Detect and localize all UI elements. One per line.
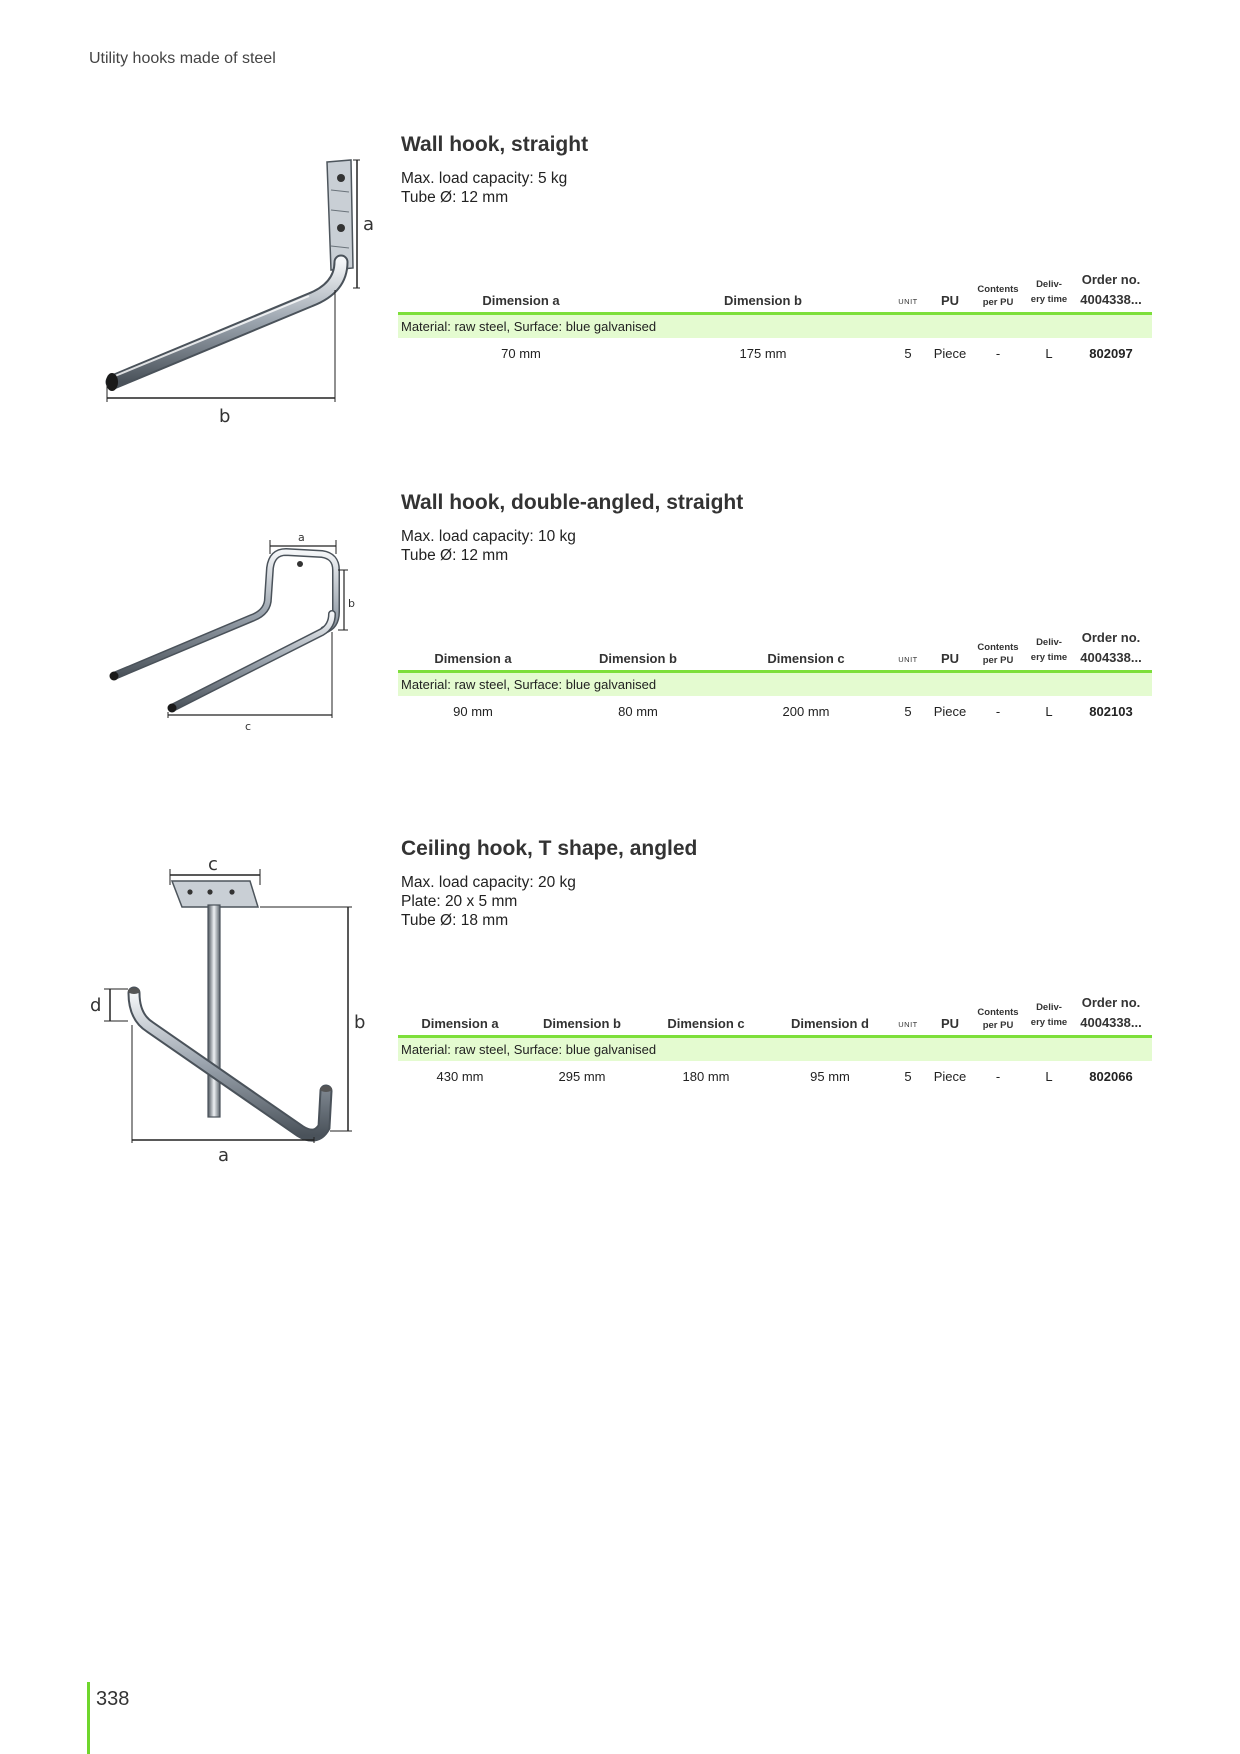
dimension-label-b: b — [348, 597, 355, 610]
product-specs — [401, 873, 576, 930]
cell-unit: 5 — [904, 346, 912, 361]
dimension-label-b: b — [219, 406, 231, 427]
cell-order-no: 802097 — [1089, 346, 1133, 361]
spec-tube-diameter: Tube Ø: 12 mm — [401, 547, 509, 564]
header-pu: PU — [940, 651, 960, 666]
spec-tube-diameter: Tube Ø: 18 mm — [401, 912, 509, 929]
header-pu: PU — [940, 1016, 960, 1031]
header-order-no: Order no. 4004338... — [1080, 272, 1142, 307]
cell-unit: 5 — [904, 1069, 912, 1084]
header-pu: PU — [940, 293, 960, 308]
header-dimension-a: Dimension a — [421, 1016, 499, 1031]
dimension-label-a: a — [298, 531, 305, 544]
cell-dimension-b: 295 mm — [558, 1069, 606, 1084]
cell-dimension-c: 200 mm — [782, 704, 830, 719]
table-header — [398, 608, 1152, 673]
header-dimension-b: Dimension b — [598, 651, 677, 666]
header-unit: UNIT — [898, 1020, 918, 1029]
cell-pu: Piece — [933, 1069, 967, 1084]
product-image-ceiling-hook-t-shape — [90, 845, 380, 1165]
header-unit: UNIT — [898, 655, 918, 664]
header-unit: UNIT — [898, 297, 918, 306]
product-table-ceiling-hook-t-shape — [398, 973, 1152, 1091]
cell-dimension-c: 180 mm — [682, 1069, 730, 1084]
header-dimension-d: Dimension d — [790, 1016, 869, 1031]
cell-unit: 5 — [904, 704, 912, 719]
cell-pu: Piece — [933, 704, 967, 719]
header-delivery-time: Deliv- ery time — [1030, 279, 1068, 305]
header-dimension-b: Dimension b — [542, 1016, 621, 1031]
table-header — [398, 973, 1152, 1038]
material-row: Material: raw steel, Surface: blue galvanised — [398, 315, 1152, 338]
product-image-wall-hook-double-angled — [100, 528, 360, 733]
running-head: Utility hooks made of steel — [89, 50, 276, 67]
cell-dimension-b: 175 mm — [739, 346, 787, 361]
cell-contents: - — [995, 346, 1001, 361]
header-order-no: Order no. 4004338... — [1080, 630, 1142, 665]
product-title-ceiling-hook-t-shape: Ceiling hook, T shape, angled — [401, 837, 698, 860]
header-dimension-a: Dimension a — [482, 293, 560, 308]
table-row — [398, 696, 1152, 726]
table-row — [398, 1061, 1152, 1091]
dimension-label-a: a — [218, 1145, 230, 1165]
dimension-label-c: c — [208, 854, 218, 875]
spec-plate: Plate: 20 x 5 mm — [401, 893, 518, 910]
header-dimension-b: Dimension b — [723, 293, 802, 308]
cell-dimension-a: 70 mm — [501, 346, 541, 361]
cell-pu: Piece — [933, 346, 967, 361]
product-table-wall-hook-straight — [398, 250, 1152, 368]
dimension-label-d: d — [90, 995, 102, 1016]
table-header — [398, 250, 1152, 315]
material-row: Material: raw steel, Surface: blue galvanised — [398, 673, 1152, 696]
spec-load-capacity: Max. load capacity: 10 kg — [401, 528, 576, 545]
page-accent-bar — [87, 1682, 90, 1754]
dimension-label-c: c — [245, 720, 252, 733]
cell-dimension-d: 95 mm — [810, 1069, 850, 1084]
cell-delivery: L — [1045, 346, 1053, 361]
header-contents-per-pu: Contents per PU — [977, 284, 1019, 308]
product-table-wall-hook-double-angled — [398, 608, 1152, 726]
product-title-wall-hook-straight: Wall hook, straight — [401, 133, 589, 156]
cell-contents: - — [995, 704, 1001, 719]
cell-order-no: 802103 — [1089, 704, 1133, 719]
header-dimension-c: Dimension c — [667, 1016, 745, 1031]
page-number: 338 — [96, 1688, 130, 1710]
cell-dimension-a: 430 mm — [436, 1069, 484, 1084]
header-delivery-time: Deliv- ery time — [1030, 1002, 1068, 1028]
product-image-wall-hook-straight — [95, 150, 395, 430]
spec-load-capacity: Max. load capacity: 5 kg — [401, 170, 568, 187]
product-specs — [401, 527, 576, 565]
header-dimension-c: Dimension c — [767, 651, 845, 666]
material-row: Material: raw steel, Surface: blue galvanised — [398, 1038, 1152, 1061]
dimension-label-a: a — [363, 214, 375, 235]
header-delivery-time: Deliv- ery time — [1030, 637, 1068, 663]
header-contents-per-pu: Contents per PU — [977, 642, 1019, 666]
cell-dimension-a: 90 mm — [453, 704, 493, 719]
header-contents-per-pu: Contents per PU — [977, 1007, 1019, 1031]
cell-dimension-b: 80 mm — [618, 704, 658, 719]
spec-tube-diameter: Tube Ø: 12 mm — [401, 189, 509, 206]
cell-contents: - — [995, 1069, 1001, 1084]
header-order-no: Order no. 4004338... — [1080, 995, 1142, 1030]
table-row — [398, 338, 1152, 368]
header-dimension-a: Dimension a — [434, 651, 512, 666]
cell-delivery: L — [1045, 1069, 1053, 1084]
spec-load-capacity: Max. load capacity: 20 kg — [401, 874, 576, 891]
product-title-wall-hook-double-angled: Wall hook, double-angled, straight — [401, 491, 744, 514]
cell-delivery: L — [1045, 704, 1053, 719]
cell-order-no: 802066 — [1089, 1069, 1133, 1084]
dimension-label-b: b — [354, 1012, 366, 1033]
product-specs — [401, 169, 567, 207]
